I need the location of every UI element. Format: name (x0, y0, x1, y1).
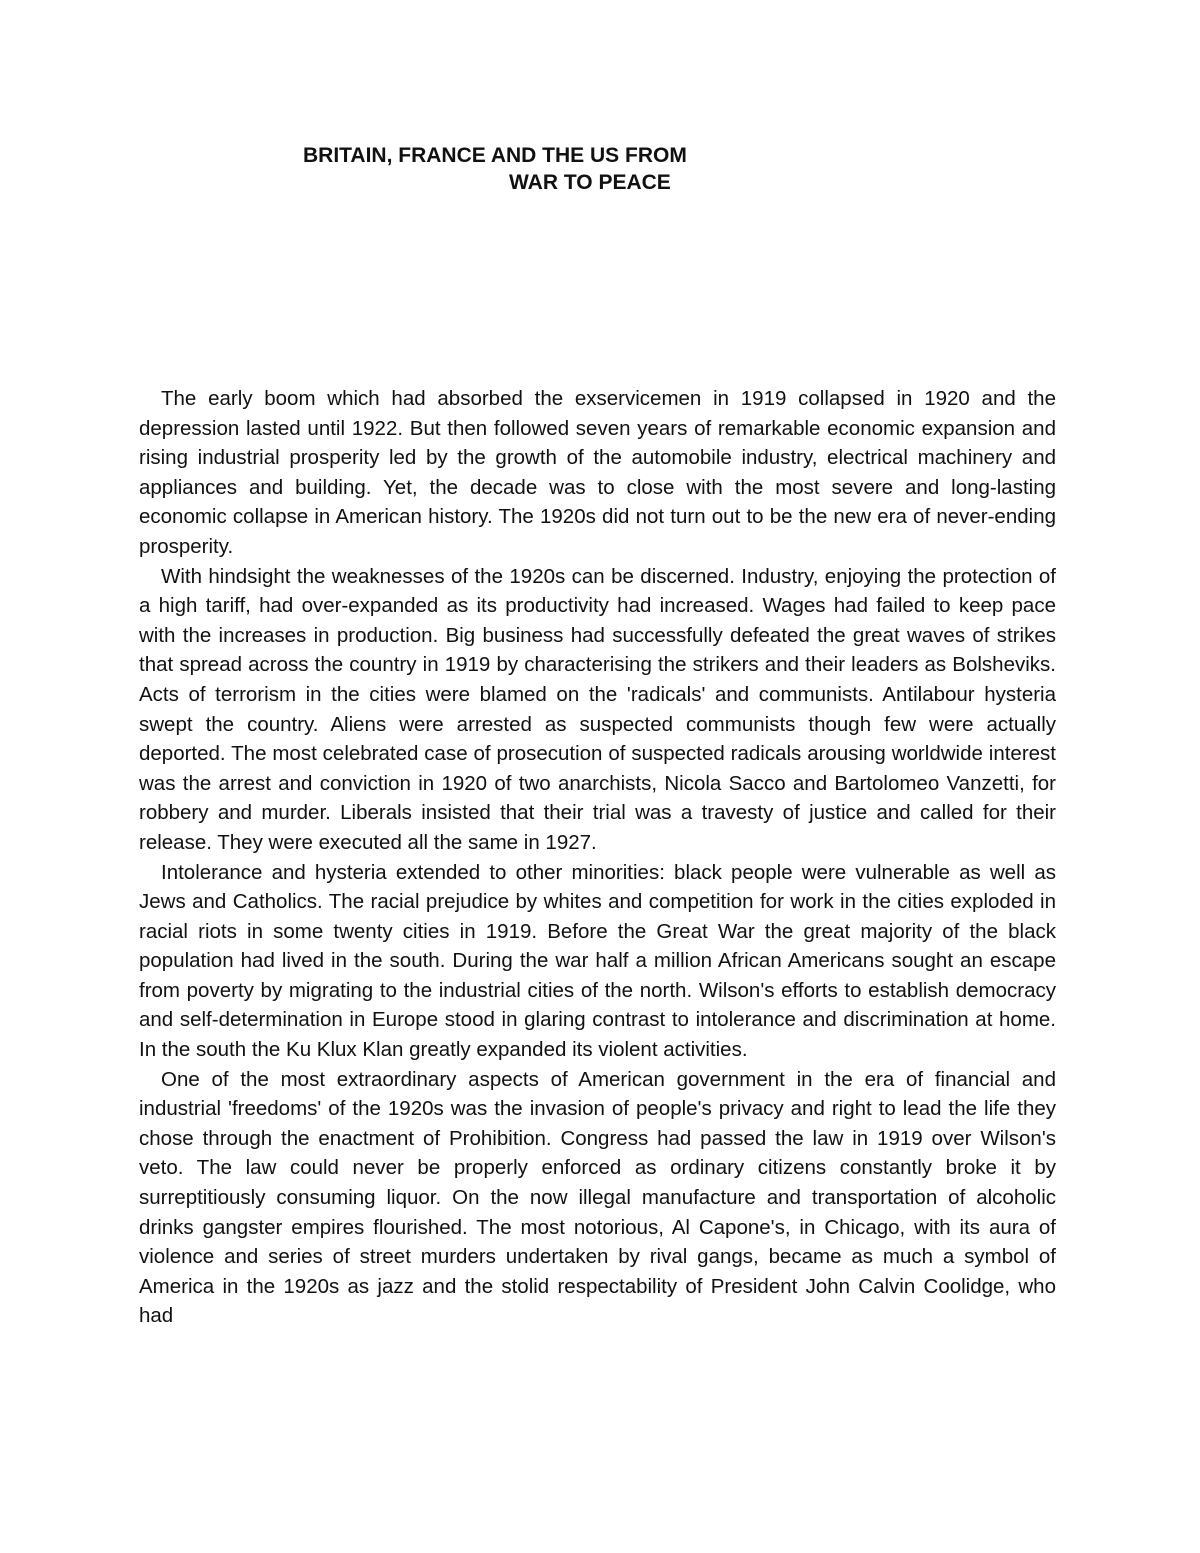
title-line-2: WAR TO PEACE (509, 171, 671, 194)
paragraph-3: Intolerance and hysteria extended to other minorities: black people were vulnerable as well as Jews and Catholics. The racial prejudice by whites and competition for work in the cities exploded in racial riots in some twenty cities in 1919. Before the Great War the great majority of the black population had lived in the south. During the war half a million African Americans sought an escape from poverty by migrating to the industrial cities of the north. Wilson's efforts to establish democracy and self-determination in Europe stood in glaring contrast to intolerance and discrimination at home. In the south the Ku Klux Klan greatly expanded its violent activities. (139, 860, 1056, 1062)
title-line-1: BRITAIN, FRANCE AND THE US FROM (303, 144, 687, 167)
paragraph-2: With hindsight the weaknesses of the 1920s can be discerned. Industry, enjoying the protection of a high tariff, had over-expanded as its productivity had increased. Wages had failed to keep pace with the increases in production. Big business had successfully defeated the great waves of strikes that spread across the country in 1919 by characterising the strikers and their leaders as Bolsheviks. Acts of terrorism in the cities were blamed on the 'radicals' and communists. Antilabour hysteria swept the country. Aliens were arrested as suspected communists though few were actually deported. The most celebrated case of prosecution of suspected radicals arousing worldwide interest was the arrest and conviction in 1920 of two anarchists, Nicola Sacco and Bartolomeo Vanzetti, for robbery and murder. Liberals insisted that their trial was a travesty of justice and called for their release. They were executed all the same in 1927. (139, 564, 1056, 854)
paragraph-1: The early boom which had absorbed the exservicemen in 1919 collapsed in 1920 and the depression lasted until 1922. But then followed seven years of remarkable economic expansion and rising industrial prosperity led by the growth of the automobile industry, electrical machinery and appliances and building. Yet, the decade was to close with the most severe and long-lasting economic collapse in American history. The 1920s did not turn out to be the new era of never-ending prosperity. (139, 387, 1056, 558)
body-text (139, 384, 1056, 1331)
paragraph-4: One of the most extraordinary aspects of American government in the era of financial and industrial 'freedoms' of the 1920s was the invasion of people's privacy and right to lead the life they chose through the enactment of Prohibition. Congress had passed the law in 1919 over Wilson's veto. The law could never be properly enforced as ordinary citizens constantly broke it by surreptitiously consuming liquor. On the now illegal manufacture and transportation of alcoholic drinks gangster empires flourished. The most notorious, Al Capone's, in Chicago, with its aura of violence and series of street murders undertaken by rival gangs, became as much a symbol of America in the 1920s as jazz and the stolid respectability of President John Calvin Coolidge, who had (139, 1067, 1056, 1328)
